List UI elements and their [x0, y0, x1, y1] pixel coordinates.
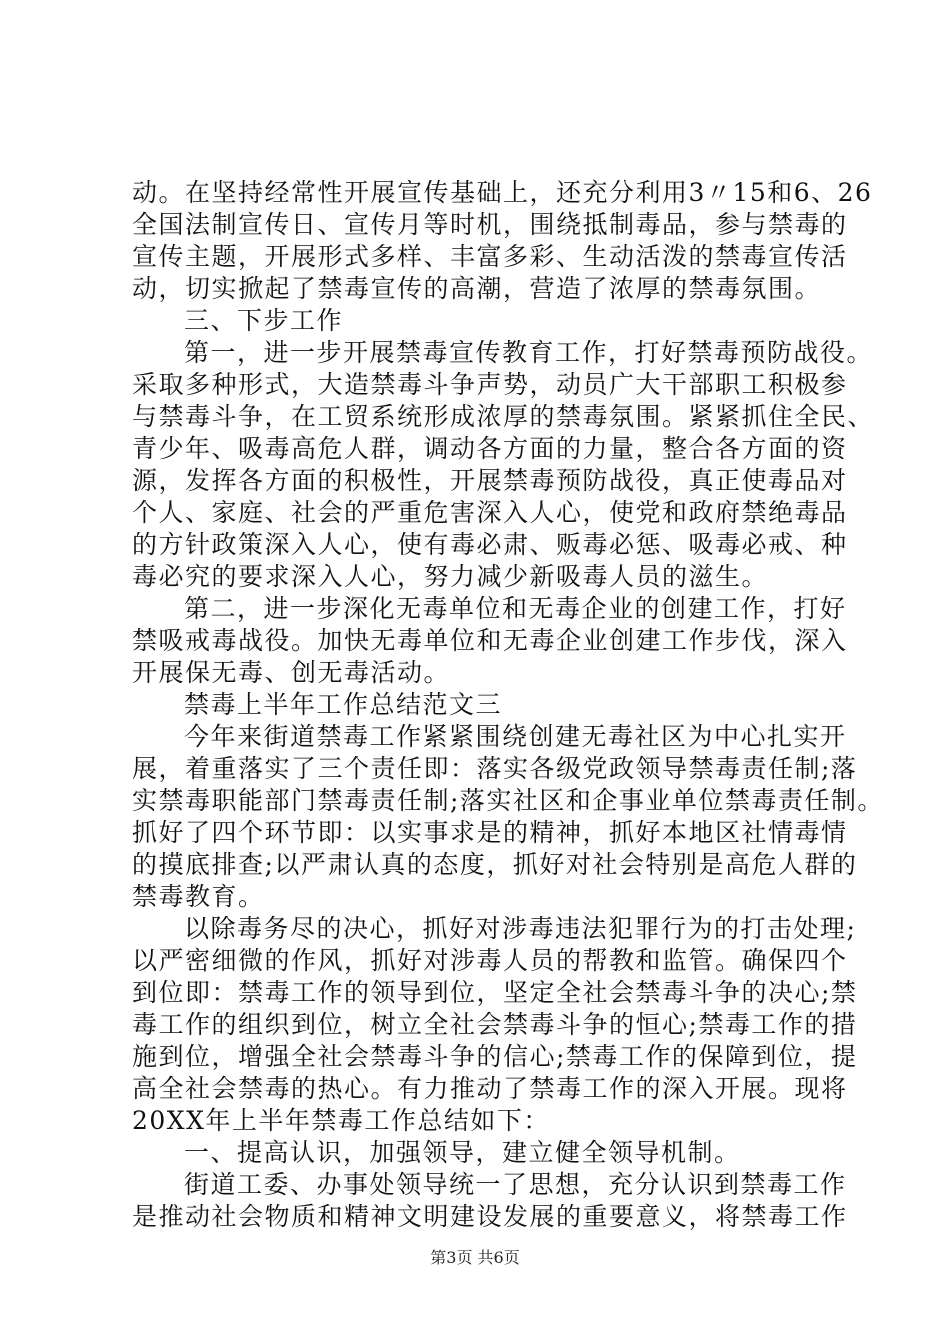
text-line: 全国法制宣传日、宣传月等时机，围绕抵制毒品，参与禁毒的	[132, 210, 848, 239]
text-line: 的方针政策深入人心，使有毒必肃、贩毒必惩、吸毒必戒、种	[132, 530, 848, 559]
text-line: 施到位，增强全社会禁毒斗争的信心;禁毒工作的保障到位，提	[132, 1042, 858, 1071]
text-line: 展，着重落实了三个责任即：落实各级党政领导禁毒责任制;落	[132, 754, 858, 783]
text-line: 是推动社会物质和精神文明建设发展的重要意义，将禁毒工作	[132, 1202, 848, 1231]
text-line: 与禁毒斗争，在工贸系统形成浓厚的禁毒氛围。紧紧抓住全民、	[132, 402, 875, 431]
text-line: 实禁毒职能部门禁毒责任制;落实社区和企事业单位禁毒责任制。	[132, 786, 884, 815]
text-line: 动，切实掀起了禁毒宣传的高潮，营造了浓厚的禁毒氛围。	[132, 274, 822, 303]
page-footer: 第3页 共6页	[430, 1248, 520, 1267]
text-line: 以严密细微的作风，抓好对涉毒人员的帮教和监管。确保四个	[132, 946, 848, 975]
text-line: 禁毒上半年工作总结范文三	[184, 690, 503, 719]
text-line: 采取多种形式，大造禁毒斗争声势，动员广大干部职工积极参	[132, 370, 848, 399]
text-line: 第一，进一步开展禁毒宣传教育工作，打好禁毒预防战役。	[184, 338, 874, 367]
text-line: 毒必究的要求深入人心，努力减少新吸毒人员的滋生。	[132, 562, 769, 591]
text-line: 开展保无毒、创无毒活动。	[132, 658, 451, 687]
text-line: 禁吸戒毒战役。加快无毒单位和无毒企业创建工作步伐，深入	[132, 626, 848, 655]
text-line: 禁毒教育。	[132, 882, 265, 911]
text-line: 个人、家庭、社会的严重危害深入人心，使党和政府禁绝毒品	[132, 498, 848, 527]
text-line: 三、下步工作	[184, 306, 344, 335]
text-line: 到位即：禁毒工作的领导到位，坚定全社会禁毒斗争的决心;禁	[132, 978, 858, 1007]
text-line: 源，发挥各方面的积极性，开展禁毒预防战役，真正使毒品对	[132, 466, 848, 495]
text-line: 街道工委、办事处领导统一了思想，充分认识到禁毒工作	[184, 1170, 847, 1199]
text-line: 以除毒务尽的决心，抓好对涉毒违法犯罪行为的打击处理;	[184, 914, 857, 943]
document-body	[132, 177, 884, 1233]
text-line: 高全社会禁毒的热心。有力推动了禁毒工作的深入开展。现将	[132, 1074, 848, 1103]
text-line: 动。在坚持经常性开展宣传基础上，还充分利用3〃15和6、26	[132, 178, 873, 207]
text-line: 抓好了四个环节即：以实事求是的精神，抓好本地区社情毒情	[132, 818, 848, 847]
text-line: 青少年、吸毒高危人群，调动各方面的力量，整合各方面的资	[132, 434, 848, 463]
text-line: 20XX年上半年禁毒工作总结如下：	[132, 1106, 550, 1135]
text-line: 宣传主题，开展形式多样、丰富多彩、生动活泼的禁毒宣传活	[132, 242, 848, 271]
text-line: 毒工作的组织到位，树立全社会禁毒斗争的恒心;禁毒工作的措	[132, 1010, 858, 1039]
text-line: 的摸底排查;以严肃认真的态度，抓好对社会特别是高危人群的	[132, 850, 858, 879]
text-line: 今年来街道禁毒工作紧紧围绕创建无毒社区为中心扎实开	[184, 722, 847, 751]
text-line: 第二，进一步深化无毒单位和无毒企业的创建工作，打好	[184, 594, 847, 623]
text-line: 一、提高认识，加强领导，建立健全领导机制。	[184, 1138, 741, 1167]
